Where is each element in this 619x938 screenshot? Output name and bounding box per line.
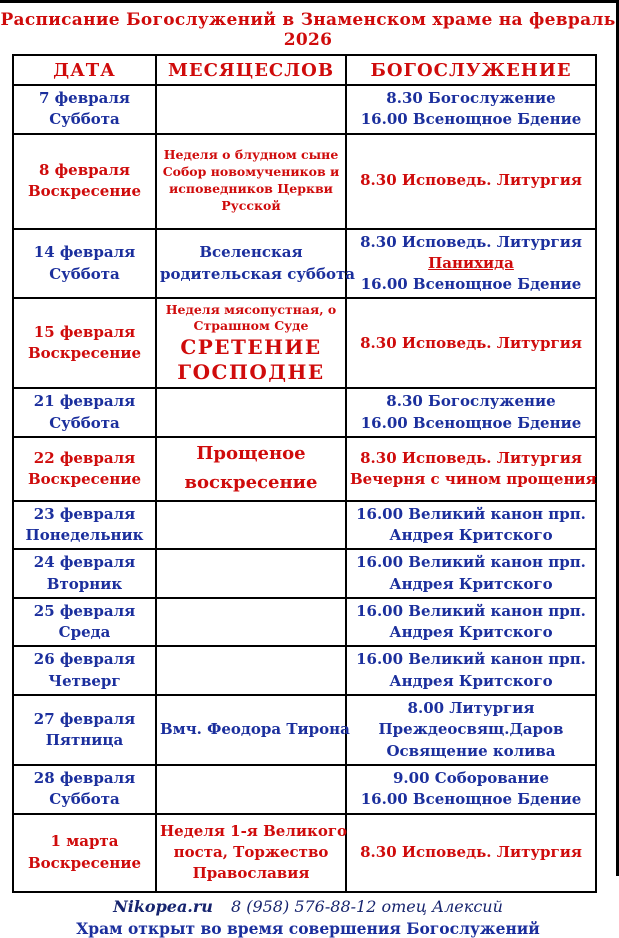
column-header: МЕСЯЦЕСЛОВ: [156, 55, 346, 85]
text-line: Среда: [58, 623, 111, 642]
text-line: 15 февраля: [33, 323, 136, 342]
footer-note: Храм открыт во время совершения Богослужений: [76, 918, 540, 938]
date-cell: [13, 765, 156, 814]
menology-cell: [156, 695, 350, 765]
text-line: 8 февраля: [38, 160, 131, 179]
text-line: Пятница: [45, 730, 124, 749]
text-line: Неделя о блудном сыне: [163, 147, 339, 163]
text-line: Андрея Критского: [389, 623, 553, 642]
text-line: Вмч. Феодора Тирона: [160, 720, 350, 739]
service-cell: [346, 549, 596, 598]
text-line: Воскресение: [27, 344, 141, 363]
table-row: [13, 388, 596, 437]
text-line: 16.00 Всенощное Бдение: [360, 790, 582, 809]
date-cell: [13, 229, 156, 299]
table-row: [13, 437, 596, 501]
text-line: 16.00 Всенощное Бдение: [360, 275, 582, 294]
text-line: Суббота: [49, 264, 120, 283]
text-line: Прощеное: [196, 443, 306, 465]
date-cell: [13, 646, 156, 695]
text-line: Собор новомучеников и: [162, 164, 340, 180]
footer-site: Nikopea.ru: [113, 896, 213, 916]
table-row: [13, 646, 596, 695]
menology-cell: [156, 501, 346, 550]
table-row: [13, 814, 596, 892]
service-cell: [346, 134, 596, 229]
text-line: Вселенская: [199, 243, 303, 262]
date-cell: [13, 695, 156, 765]
date-cell: [13, 85, 156, 134]
text-line: Неделя 1-я Великого: [160, 821, 348, 840]
table-row: [13, 298, 596, 388]
text-line: Понедельник: [25, 525, 144, 544]
table-row: [13, 695, 596, 765]
text-line: Суббота: [49, 110, 120, 129]
menology-cell: [156, 549, 346, 598]
service-cell: [346, 501, 596, 550]
menology-cell: [156, 134, 346, 229]
table-header: [13, 55, 596, 85]
text-line: 8.30 Богослужение: [386, 392, 556, 411]
text-line: Страшном Суде: [193, 318, 309, 334]
date-cell: [13, 437, 156, 501]
text-line: родительская суббота: [160, 264, 355, 283]
service-cell: [346, 695, 596, 765]
date-cell: [13, 549, 156, 598]
text-line: 21 февраля: [33, 392, 136, 411]
table-row: [13, 501, 596, 550]
date-cell: [13, 298, 156, 388]
text-line: 8.30 Исповедь. Литургия: [360, 232, 582, 251]
text-line: 16.00 Всенощное Бдение: [360, 413, 582, 432]
column-header: ДАТА: [13, 55, 156, 85]
text-line: 8.30 Исповедь. Литургия: [360, 333, 582, 352]
menology-cell: [156, 598, 346, 647]
date-cell: [13, 134, 156, 229]
text-line: Суббота: [49, 413, 120, 432]
text-line: 16.00 Великий канон прп.: [356, 553, 586, 572]
text-line: поста, Торжество: [173, 842, 329, 861]
table-row: [13, 134, 596, 229]
schedule-table: [12, 54, 597, 893]
menology-cell: [156, 437, 346, 501]
menology-cell: [156, 298, 346, 388]
text-line: 8.30 Исповедь. Литургия: [360, 448, 582, 467]
text-line: Воскресение: [27, 469, 141, 488]
table-body: [13, 85, 596, 892]
date-cell: [13, 501, 156, 550]
text-line: СРЕТЕНИЕ: [180, 335, 322, 360]
date-cell: [13, 598, 156, 647]
menology-cell: [156, 388, 346, 437]
table-row: [13, 549, 596, 598]
text-line: 25 февраля: [33, 601, 136, 620]
text-line: Андрея Критского: [389, 574, 553, 593]
text-line: Православия: [192, 864, 310, 883]
text-line: Вечерня с чином прощения: [350, 469, 597, 488]
text-line: 9.00 Соборование: [393, 768, 549, 787]
text-line: 7 февраля: [38, 89, 131, 107]
service-cell: [346, 646, 596, 695]
service-cell: [346, 598, 596, 647]
text-line: 16.00 Всенощное Бдение: [360, 110, 582, 129]
page-title: Расписание Богослужений в Знаменском храме на февраль 2026: [0, 10, 616, 50]
service-cell: [346, 85, 596, 134]
text-line: Андрея Критского: [389, 671, 553, 690]
header-row: [13, 55, 596, 85]
service-cell: [346, 437, 596, 501]
table-row: [13, 598, 596, 647]
date-cell: [13, 814, 156, 892]
text-line: 24 февраля: [33, 553, 136, 572]
text-line: 26 февраля: [33, 650, 136, 669]
text-line: Русской: [221, 197, 281, 213]
service-cell: [346, 814, 596, 892]
text-line: воскресение: [184, 471, 318, 493]
service-cell: [346, 298, 596, 388]
text-line: Суббота: [49, 790, 120, 809]
menology-cell: [156, 814, 346, 892]
service-cell: [346, 229, 596, 299]
service-cell: [346, 388, 596, 437]
text-line: Андрея Критского: [389, 525, 553, 544]
text-line: 8.30 Исповедь. Литургия: [360, 842, 582, 861]
text-line: 16.00 Великий канон прп.: [356, 504, 586, 523]
text-line: Панихида: [428, 253, 514, 272]
text-line: 16.00 Великий канон прп.: [356, 650, 586, 669]
text-line: 28 февраля: [33, 768, 136, 787]
menology-cell: [156, 85, 346, 134]
text-line: Воскресение: [27, 182, 141, 201]
text-line: Освящение колива: [386, 741, 556, 760]
column-header: БОГОСЛУЖЕНИЕ: [346, 55, 596, 85]
text-line: 27 февраля: [33, 709, 136, 728]
menology-cell: [156, 646, 346, 695]
table-row: [13, 765, 596, 814]
text-line: исповедников Церкви: [169, 181, 333, 197]
menology-cell: [156, 229, 355, 299]
text-line: Неделя мясопустная, о: [165, 301, 337, 317]
text-line: Четверг: [48, 671, 121, 690]
text-line: Преждеосвящ.Даров: [378, 720, 564, 739]
footer-contact-line: [0, 897, 616, 916]
text-line: Вторник: [46, 574, 123, 593]
table-row: [13, 229, 596, 299]
text-line: 14 февраля: [33, 243, 136, 262]
date-cell: [13, 388, 156, 437]
footer: [0, 897, 616, 938]
text-line: ГОСПОДНЕ: [177, 360, 325, 385]
text-line: Воскресение: [27, 853, 141, 872]
service-cell: [346, 765, 596, 814]
text-line: 8.30 Исповедь. Литургия: [360, 171, 582, 190]
table-row: [13, 85, 596, 134]
text-line: 23 февраля: [33, 504, 136, 523]
text-line: 16.00 Великий канон прп.: [356, 601, 586, 620]
text-line: 8.00 Литургия: [407, 699, 535, 718]
text-line: 1 марта: [50, 832, 119, 851]
footer-phone: 8 (958) 576-88-12 отец Алексий: [230, 896, 503, 916]
text-line: 8.30 Богослужение: [386, 89, 556, 107]
menology-cell: [156, 765, 346, 814]
text-line: 22 февраля: [33, 448, 136, 467]
